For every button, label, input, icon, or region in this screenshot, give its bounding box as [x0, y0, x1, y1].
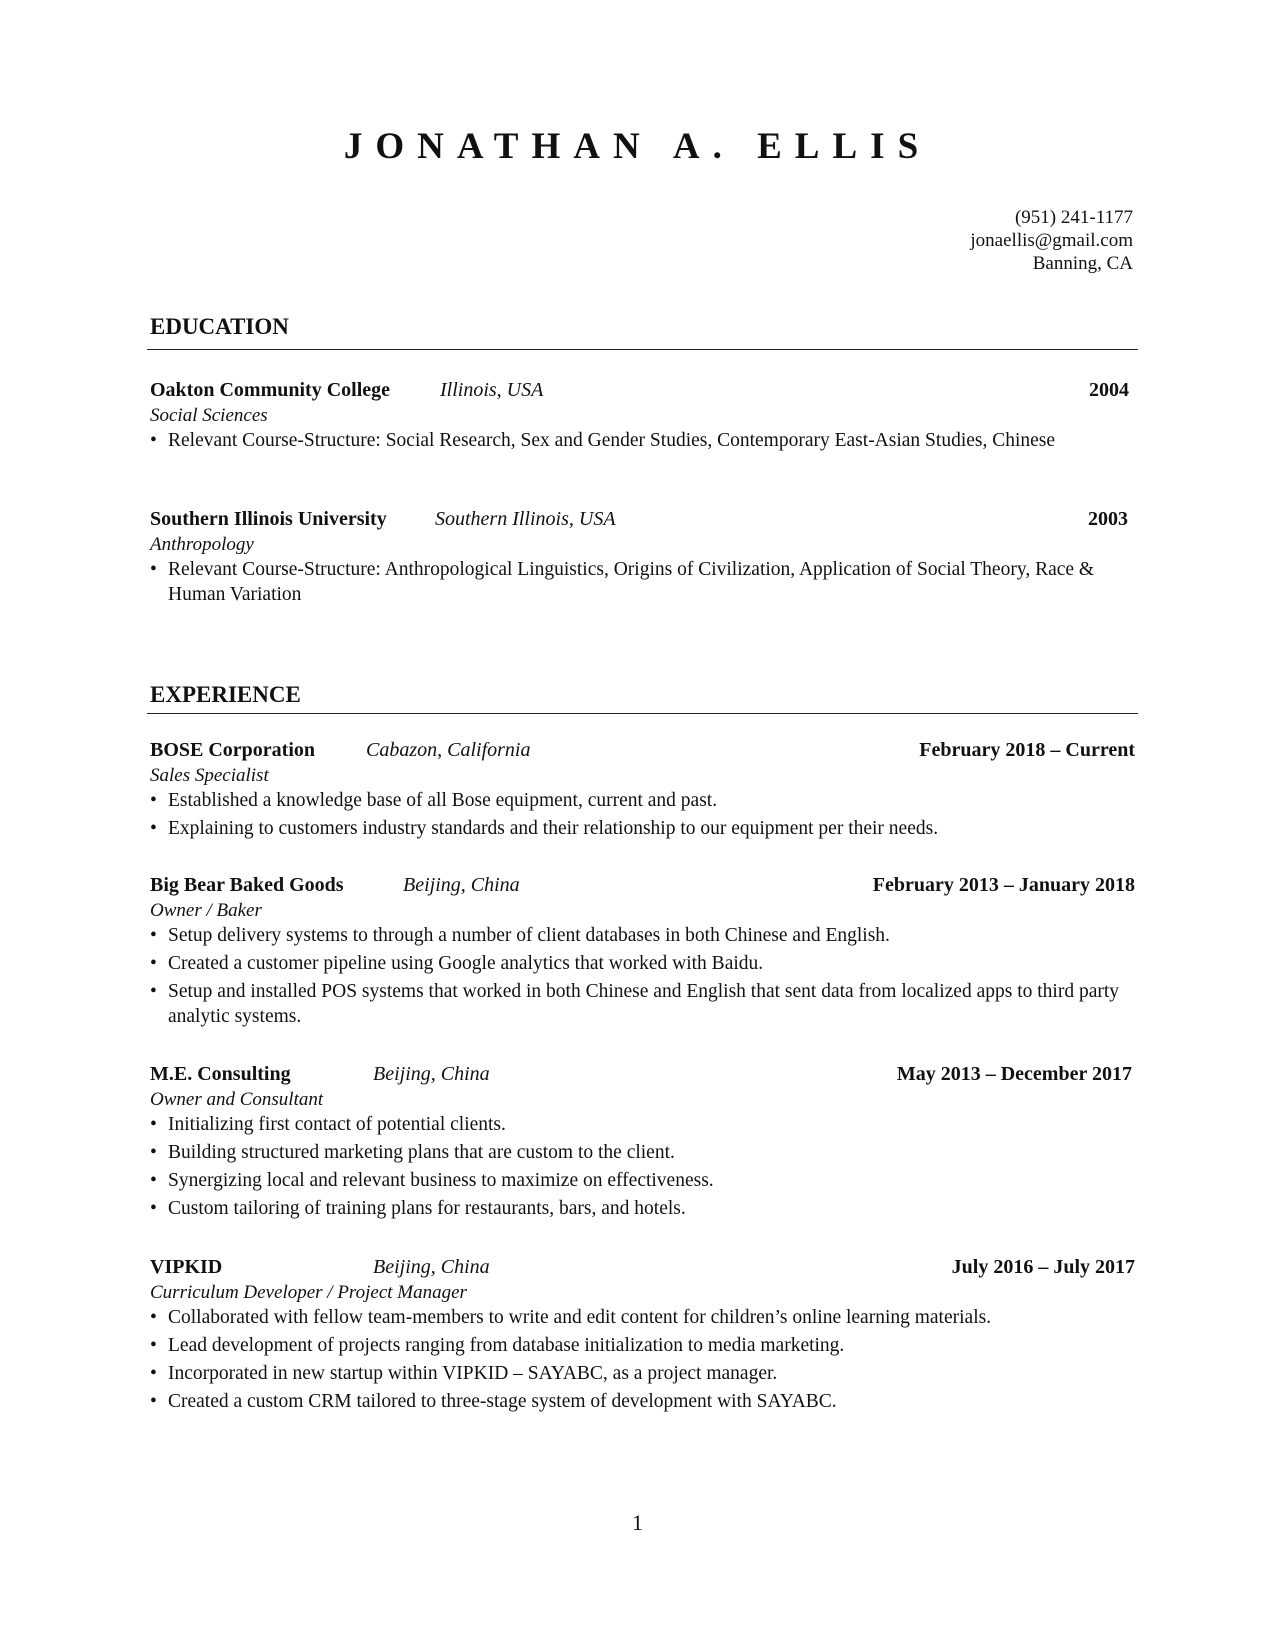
school-location: Illinois, USA	[440, 379, 544, 401]
education-entry	[150, 377, 1135, 453]
course-list	[150, 428, 1135, 453]
list-item: • Initializing first contact of potential clients.	[150, 1112, 1135, 1137]
home-location: Banning, CA	[1032, 253, 1133, 274]
company-name: M.E. Consulting	[150, 1063, 291, 1085]
education-heading: EDUCATION	[150, 314, 289, 339]
list-item: • Building structured marketing plans that are custom to the client.	[150, 1140, 1135, 1165]
list-item: • Created a customer pipeline using Google analytics that worked with Baidu.	[150, 951, 1135, 976]
graduation-year: 2004	[1089, 379, 1129, 401]
experience-divider	[147, 713, 1138, 714]
list-item: • Incorporated in new startup within VIPKID – SAYABC, as a project manager.	[150, 1361, 1135, 1386]
email-address: jonaellis@gmail.com	[970, 230, 1133, 251]
experience-entry-header	[150, 1061, 1135, 1087]
page-number: 1	[632, 1510, 643, 1535]
school-name: Oakton Community College	[150, 379, 390, 401]
course-list	[150, 557, 1135, 607]
company-name: Big Bear Baked Goods	[150, 874, 344, 896]
job-title: Owner and Consultant	[150, 1089, 324, 1110]
company-name: VIPKID	[150, 1256, 223, 1278]
responsibility-list	[150, 1112, 1135, 1221]
contact-block	[970, 206, 1133, 275]
education-divider	[147, 349, 1138, 350]
list-item: • Collaborated with fellow team-members to write and edit content for children’s online learning materials.	[150, 1305, 1135, 1330]
experience-heading: EXPERIENCE	[150, 682, 301, 707]
list-item: • Relevant Course-Structure: Social Research, Sex and Gender Studies, Contemporary East-Asian Studies, Chinese	[150, 428, 1135, 453]
responsibility-list	[150, 923, 1135, 1029]
responsibility-list	[150, 1305, 1135, 1414]
education-entry	[150, 506, 1135, 607]
list-item: • Created a custom CRM tailored to three-stage system of development with SAYABC.	[150, 1389, 1135, 1414]
school-location: Southern Illinois, USA	[435, 508, 616, 530]
company-location: Cabazon, California	[366, 739, 531, 761]
company-location: Beijing, China	[373, 1063, 490, 1085]
experience-entry-header	[150, 1254, 1135, 1280]
employment-dates: February 2013 – January 2018	[872, 874, 1135, 896]
education-entry-header	[150, 377, 1135, 403]
experience-entry-header	[150, 737, 1135, 763]
company-name: BOSE Corporation	[150, 739, 316, 761]
school-name: Southern Illinois University	[150, 508, 387, 530]
experience-entry-header	[150, 872, 1135, 898]
responsibility-list	[150, 788, 1135, 841]
list-item: • Relevant Course-Structure: Anthropological Linguistics, Origins of Civilization, Application of Social Theory, Race & Human Variation	[150, 557, 1135, 607]
list-item: • Synergizing local and relevant business to maximize on effectiveness.	[150, 1168, 1135, 1193]
job-title: Owner / Baker	[150, 900, 262, 921]
job-title: Curriculum Developer / Project Manager	[150, 1282, 467, 1303]
job-title: Sales Specialist	[150, 765, 269, 786]
education-entry-header	[150, 506, 1135, 532]
field-of-study: Anthropology	[150, 534, 254, 555]
employment-dates: February 2018 – Current	[919, 739, 1135, 761]
employment-dates: July 2016 – July 2017	[951, 1256, 1135, 1278]
field-of-study: Social Sciences	[150, 405, 268, 426]
list-item: • Lead development of projects ranging from database initialization to media marketing.	[150, 1333, 1135, 1358]
list-item: • Setup delivery systems to through a number of client databases in both Chinese and English.	[150, 923, 1135, 948]
company-location: Beijing, China	[403, 874, 520, 896]
list-item: • Custom tailoring of training plans for restaurants, bars, and hotels.	[150, 1196, 1135, 1221]
company-location: Beijing, China	[373, 1256, 490, 1278]
list-item: • Established a knowledge base of all Bose equipment, current and past.	[150, 788, 1135, 813]
list-item: • Explaining to customers industry standards and their relationship to our equipment per their needs.	[150, 816, 1135, 841]
employment-dates: May 2013 – December 2017	[896, 1063, 1132, 1085]
list-item: • Setup and installed POS systems that worked in both Chinese and English that sent data from localized apps to third party analytic systems.	[150, 979, 1135, 1029]
graduation-year: 2003	[1088, 508, 1128, 530]
experience-entry	[150, 872, 1135, 1032]
experience-entry	[150, 1061, 1135, 1224]
experience-entry	[150, 1254, 1135, 1417]
phone-number: (951) 241-1177	[1014, 207, 1133, 228]
candidate-name: JONATHAN A. ELLIS	[343, 126, 932, 167]
experience-entry	[150, 737, 1135, 844]
